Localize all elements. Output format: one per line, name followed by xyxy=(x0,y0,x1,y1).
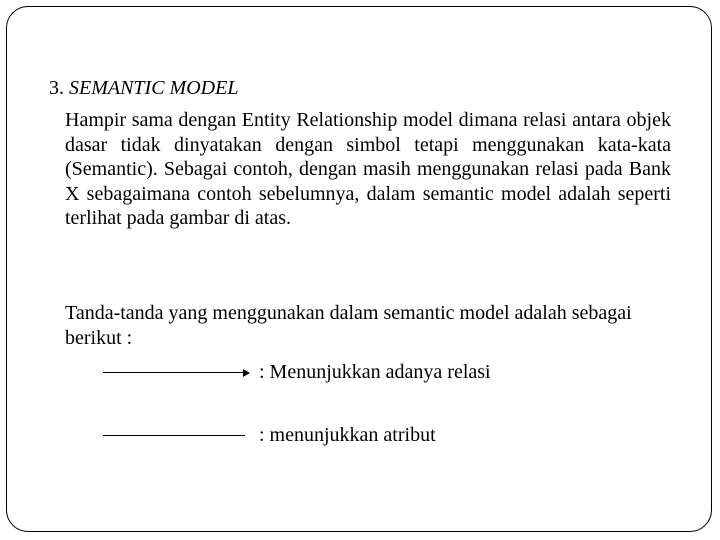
legend-item-attribute xyxy=(103,423,663,447)
section-heading xyxy=(49,76,238,100)
legend-label-relation: : Menunjukkan adanya relasi xyxy=(259,361,491,383)
legend-label-attribute: : menunjukkan atribut xyxy=(259,424,436,446)
section-title: SEMANTIC MODEL xyxy=(69,77,239,99)
plain-line-symbol xyxy=(103,435,245,436)
description-paragraph: Hampir sama dengan Entity Relationship model dimana relasi antara objek dasar tidak dinyatakan dengan simbol tetapi menggunakan kata-kata (Semantic). Sebagai contoh, dengan masih menggunakan relasi pada Bank X sebagaimana contoh sebelumnya, dalam semantic model adalah seperti terlihat pada gambar di atas. xyxy=(65,109,671,229)
arrow-line-symbol xyxy=(103,372,245,373)
symbols-intro-paragraph: Tanda-tanda yang menggunakan dalam semantic model adalah sebagai berikut : xyxy=(65,302,632,349)
legend-item-relation xyxy=(103,360,663,384)
arrowhead-icon xyxy=(243,369,250,377)
section-number: 3. xyxy=(49,77,64,99)
